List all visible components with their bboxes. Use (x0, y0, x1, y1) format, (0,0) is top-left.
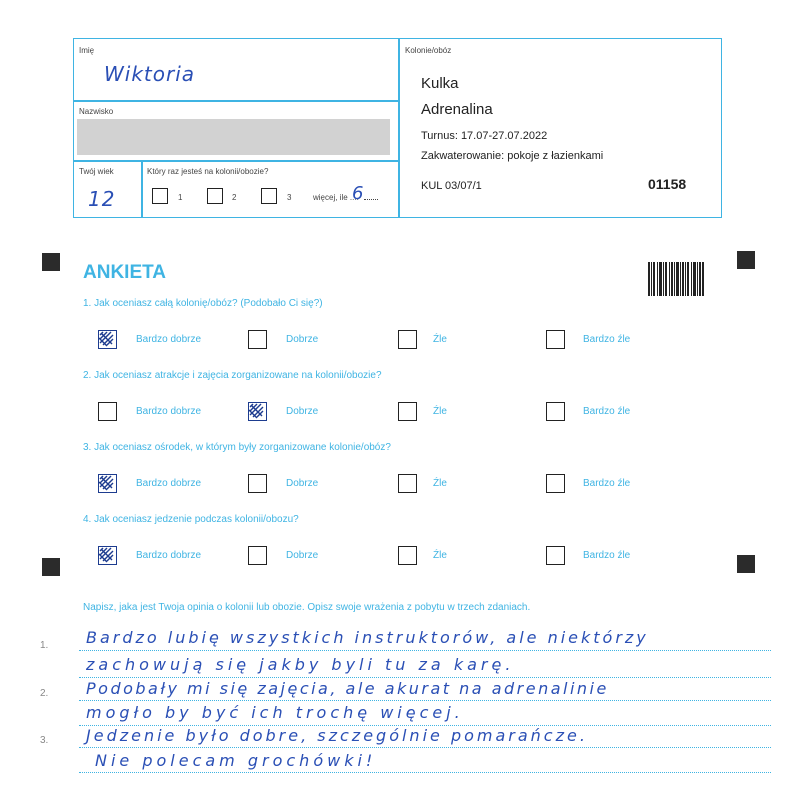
q3-option-label-1: Bardzo dobrze (136, 478, 202, 489)
q2-checkbox-4[interactable] (546, 402, 565, 421)
q1-checkbox-1[interactable] (98, 330, 117, 349)
q3-checkbox-4[interactable] (546, 474, 565, 493)
q2-checkbox-1[interactable] (98, 402, 117, 421)
q1-checkbox-3[interactable] (398, 330, 417, 349)
q3-checkbox-2[interactable] (248, 474, 267, 493)
q4-checkbox-3[interactable] (398, 546, 417, 565)
registration-marker-br (737, 555, 755, 573)
camp-sub: Adrenalina (421, 101, 493, 118)
surname-label: Nazwisko (79, 107, 114, 116)
more-label: więcej, ile .... (313, 193, 359, 202)
opinion-text-2: zachowują się jakby byli tu za karę. (86, 655, 515, 674)
times-option-3: 3 (287, 193, 292, 202)
age-divider (141, 160, 143, 218)
question-1: 1. Jak oceniasz całą kolonię/obóz? (Podobało Ci się?) (83, 298, 323, 309)
times-option-2: 2 (232, 193, 237, 202)
q3-checkbox-3[interactable] (398, 474, 417, 493)
q4-checkbox-4[interactable] (546, 546, 565, 565)
q1-option-label-3: Źle (433, 334, 447, 345)
q2-option-label-2: Dobrze (286, 406, 319, 417)
opinion-text-3: Podobały mi się zajęcia, ale akurat na adrenalinie (86, 679, 609, 698)
opinion-text-4: mogło by być ich trochę więcej. (86, 703, 464, 722)
q2-checkbox-2[interactable] (248, 402, 267, 421)
question-3: 3. Jak oceniasz ośrodek, w którym były zorganizowane kolonie/obóz? (83, 442, 391, 453)
line-number-3: 3. (40, 735, 49, 746)
line-number-1: 1. (40, 640, 49, 651)
question-2: 2. Jak oceniasz atrakcje i zajęcia zorganizowane na kolonii/obozie? (83, 370, 382, 381)
opinion-line-3a (79, 747, 771, 748)
times-option-1: 1 (178, 193, 183, 202)
name-value: Wiktoria (104, 62, 196, 86)
registration-marker-bl (42, 558, 60, 576)
barcode-icon (648, 262, 704, 296)
camp-label: Kolonie/obóz (405, 46, 452, 55)
q3-option-label-3: Źle (433, 478, 447, 489)
q2-option-label-3: Źle (433, 406, 447, 417)
q4-option-label-4: Bardzo źle (583, 550, 631, 561)
opinion-prompt: Napisz, jaka jest Twoja opinia o kolonii lub obozie. Opisz swoje wrażenia z pobytu w trzech zdaniach. (83, 602, 531, 613)
q1-option-label-1: Bardzo dobrze (136, 334, 202, 345)
opinion-line-1a (79, 650, 771, 651)
form-number: 01158 (648, 176, 687, 192)
times-label: Który raz jesteś na kolonii/obozie? (147, 167, 269, 176)
age-label: Twój wiek (79, 167, 114, 176)
header-divider (398, 38, 400, 218)
name-label: Imię (79, 46, 95, 55)
q2-option-label-4: Bardzo źle (583, 406, 631, 417)
header-row-divider-1 (73, 100, 399, 102)
opinion-text-6: Nie polecam grochówki! (95, 751, 377, 770)
q2-option-label-1: Bardzo dobrze (136, 406, 202, 417)
times-checkbox-2[interactable] (207, 188, 223, 204)
camp-name: Kulka (421, 75, 459, 92)
header-row-divider-2 (73, 160, 399, 162)
times-checkbox-3[interactable] (261, 188, 277, 204)
registration-marker-tr (737, 251, 755, 269)
opinion-text-5: Jedzenie było dobre, szczególnie pomarańcze. (86, 726, 588, 745)
age-value: 12 (88, 187, 116, 211)
q1-checkbox-2[interactable] (248, 330, 267, 349)
q2-checkbox-3[interactable] (398, 402, 417, 421)
opinion-line-1b (79, 677, 771, 678)
q4-option-label-2: Dobrze (286, 550, 319, 561)
opinion-line-2a (79, 700, 771, 701)
opinion-text-1: Bardzo lubię wszystkich instruktorów, ale niektórzy (86, 628, 649, 647)
line-number-2: 2. (40, 688, 49, 699)
accommodation: Zakwaterowanie: pokoje z łazienkami (421, 150, 604, 162)
more-dots (364, 199, 378, 200)
q4-checkbox-2[interactable] (248, 546, 267, 565)
q4-checkbox-1[interactable] (98, 546, 117, 565)
question-4: 4. Jak oceniasz jedzenie podczas kolonii/obozu? (83, 514, 299, 525)
registration-marker-tl (42, 253, 60, 271)
q1-option-label-4: Bardzo źle (583, 334, 631, 345)
q4-option-label-1: Bardzo dobrze (136, 550, 202, 561)
surname-redacted (77, 119, 390, 155)
q4-option-label-3: Źle (433, 550, 447, 561)
more-value: 6 (352, 183, 365, 204)
times-checkbox-1[interactable] (152, 188, 168, 204)
q3-option-label-4: Bardzo źle (583, 478, 631, 489)
camp-code: KUL 03/07/1 (421, 180, 482, 192)
opinion-line-3b (79, 772, 771, 773)
q3-checkbox-1[interactable] (98, 474, 117, 493)
q1-checkbox-4[interactable] (546, 330, 565, 349)
survey-title: ANKIETA (83, 262, 167, 283)
q1-option-label-2: Dobrze (286, 334, 319, 345)
q3-option-label-2: Dobrze (286, 478, 319, 489)
turnus: Turnus: 17.07-27.07.2022 (421, 130, 548, 142)
